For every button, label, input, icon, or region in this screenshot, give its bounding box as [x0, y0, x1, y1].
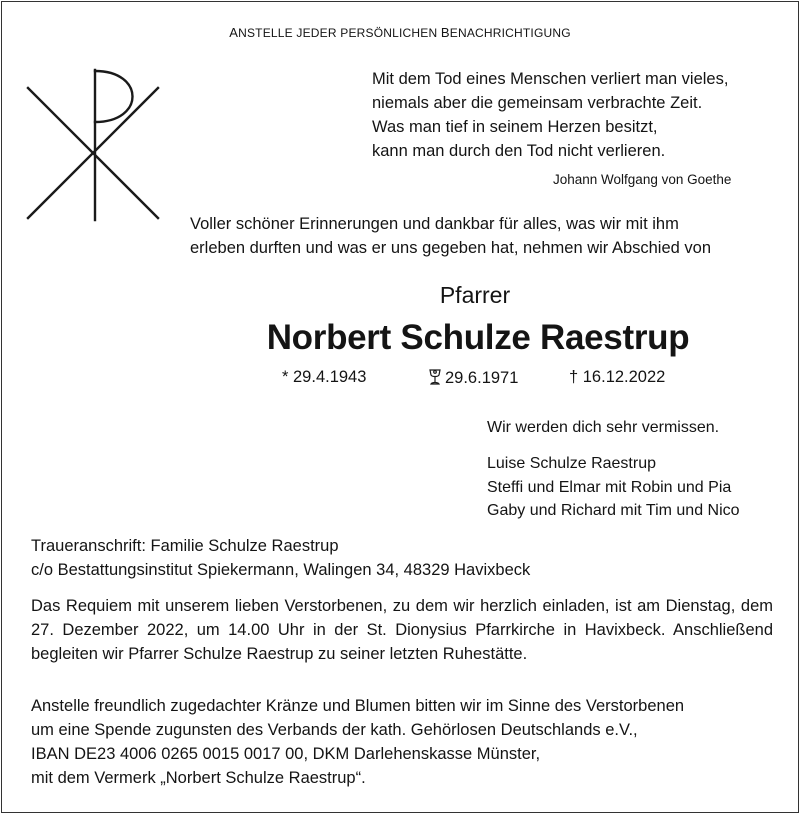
- mourning-address: [31, 534, 530, 582]
- goethe-quote: [372, 67, 728, 163]
- chi-rho-symbol: [25, 68, 161, 223]
- address-line: c/o Bestattungsinstitut Spiekermann, Walingen 34, 48329 Havixbeck: [31, 561, 531, 579]
- mourners-list: [487, 452, 740, 523]
- intro-text: [190, 212, 711, 260]
- ordination-date-text: 29.6.1971: [445, 369, 519, 387]
- address-line: Traueranschrift: Familie Schulze Raestrup: [31, 537, 339, 555]
- quote-line: niemals aber die gemeinsam verbrachte Zeit.: [372, 94, 703, 112]
- requiem-paragraph: Das Requiem mit unserem lieben Verstorbenen, zu dem wir herzlich einladen, ist am Dienstag, dem 27. Dezember 2022, um 14.00 Uhr in der St. Dionysius Pfarrkirche in Havixbeck. Anschließend begleiten wir Pfarrer Schulze Raestrup zu seiner letzten Ruhestätte.: [31, 597, 773, 663]
- header-notice: ANSTELLE JEDER PERSÖNLICHEN BENACHRICHTIGUNG: [229, 25, 571, 40]
- donation-line: IBAN DE23 4006 0265 0015 0017 00, DKM Darlehenskasse Münster,: [31, 745, 541, 763]
- quote-author: Johann Wolfgang von Goethe: [553, 172, 732, 187]
- death-date: † 16.12.2022: [569, 368, 666, 386]
- chi-rho-loop: [95, 71, 133, 122]
- mourner-name: Steffi und Elmar mit Robin und Pia: [487, 478, 732, 496]
- ordination-date: [427, 368, 518, 388]
- deceased-title: Pfarrer: [439, 282, 511, 308]
- chalice-icon: [427, 368, 443, 386]
- quote-line: Mit dem Tod eines Menschen verliert man vieles,: [372, 70, 729, 88]
- miss-line: Wir werden dich sehr vermissen.: [487, 419, 720, 436]
- donation-line: mit dem Vermerk „Norbert Schulze Raestrup“.: [31, 769, 366, 787]
- intro-line: erleben durften und was er uns gegeben hat, nehmen wir Abschied von: [190, 239, 712, 257]
- donation-line: Anstelle freundlich zugedachter Kränze und Blumen bitten wir im Sinne des Verstorbenen: [31, 697, 685, 715]
- deceased-name: Norbert Schulze Raestrup: [266, 318, 690, 357]
- quote-line: kann man durch den Tod nicht verlieren.: [372, 142, 666, 160]
- mourner-name: Gaby und Richard mit Tim und Nico: [487, 502, 740, 519]
- donation-paragraph: [31, 694, 773, 790]
- quote-line: Was man tief in seinem Herzen besitzt,: [372, 118, 658, 136]
- intro-line: Voller schöner Erinnerungen und dankbar für alles, was wir mit ihm: [190, 215, 679, 233]
- birth-date: * 29.4.1943: [282, 368, 367, 386]
- mourner-name: Luise Schulze Raestrup: [487, 455, 656, 472]
- donation-line: um eine Spende zugunsten des Verbands der kath. Gehörlosen Deutschlands e.V.,: [31, 721, 638, 739]
